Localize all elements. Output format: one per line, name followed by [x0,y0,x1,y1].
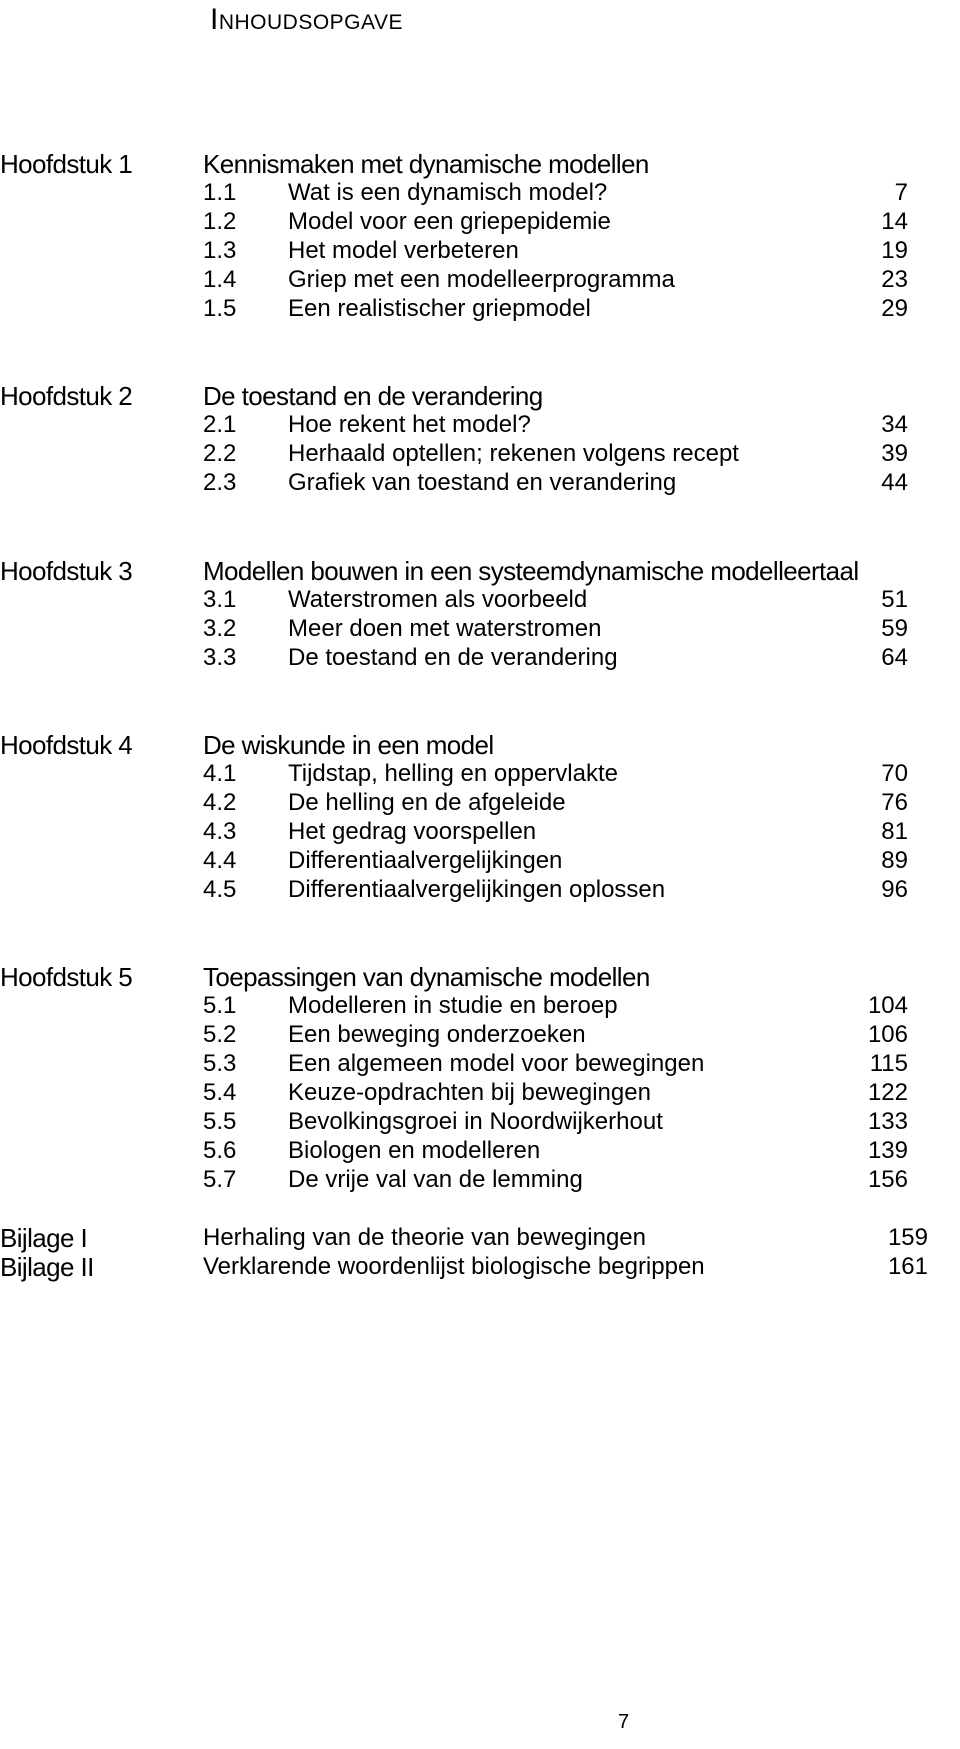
section-number: 5.5 [203,1108,237,1135]
toc-entry [0,438,960,470]
section-number: 4.4 [203,847,237,874]
chapter-title: Kennismaken met dynamische modellen [203,149,649,179]
section-title: Grafiek van toestand en verandering [288,469,677,496]
section-page: 39 [881,440,908,467]
section-number: 2.2 [203,440,237,467]
section-title: Het model verbeteren [288,237,519,264]
toc-entry [0,613,960,645]
chapter-label: Hoofdstuk 1 [0,149,133,179]
section-title: Waterstromen als voorbeeld [288,586,588,613]
section-number: 5.1 [203,992,237,1019]
toc-entry [0,177,960,209]
section-title: Keuze-opdrachten bij bewegingen [288,1079,651,1106]
appendix-entry [0,1251,960,1283]
toc-entry [0,264,960,296]
toc-entry [0,1077,960,1109]
appendix-title: Verklarende woordenlijst biologische begrippen [203,1253,705,1280]
section-page: 70 [881,760,908,787]
section-page: 156 [867,1166,908,1193]
section-number: 2.1 [203,411,237,438]
section-title: Bevolkingsgroei in Noordwijkerhout [288,1108,663,1135]
section-title: Griep met een modelleerprogramma [288,266,675,293]
section-number: 1.4 [203,266,237,293]
toc-entry [0,1135,960,1167]
toc-entry [0,1106,960,1138]
section-page: 64 [881,644,908,671]
section-number: 5.3 [203,1050,237,1077]
section-number: 1.5 [203,295,237,322]
section-title: Tijdstap, helling en oppervlakte [288,760,618,787]
section-title: Wat is een dynamisch model? [288,179,608,206]
section-number: 5.6 [203,1137,237,1164]
section-page: 139 [867,1137,908,1164]
chapter-label: Hoofdstuk 5 [0,962,133,992]
section-page: 14 [881,208,908,235]
toc-entry [0,845,960,877]
chapter-title: Toepassingen van dynamische modellen [203,962,650,992]
section-number: 3.1 [203,586,237,613]
section-number: 4.3 [203,818,237,845]
toc-entry [0,990,960,1022]
section-page: 89 [881,847,908,874]
section-page: 51 [881,586,908,613]
section-title: Een realistischer griepmodel [288,295,591,322]
toc-entry [0,787,960,819]
section-page: 59 [881,615,908,642]
section-number: 4.5 [203,876,237,903]
chapter-title: De wiskunde in een model [203,730,494,760]
toc-entry [0,758,960,790]
appendix-title: Herhaling van de theorie van bewegingen [203,1224,646,1251]
chapter-title: Modellen bouwen in een systeemdynamische modelleertaal [203,556,859,586]
toc-entry [0,642,960,674]
section-page: 133 [867,1108,908,1135]
section-title: Herhaald optellen; rekenen volgens recept [288,440,739,467]
appendix-entry [0,1222,960,1254]
appendix-label: Bijlage II [0,1252,94,1282]
section-number: 1.3 [203,237,237,264]
section-page: 104 [867,992,908,1019]
section-page: 7 [894,179,908,206]
section-title: De helling en de afgeleide [288,789,566,816]
appendix-page: 159 [887,1224,928,1251]
appendix-label: Bijlage I [0,1223,88,1253]
chapter-title: De toestand en de verandering [203,381,543,411]
toc-entry [0,1048,960,1080]
toc-entry [0,467,960,499]
chapter-label: Hoofdstuk 3 [0,556,133,586]
toc-entry [0,293,960,325]
section-page: 76 [881,789,908,816]
section-page: 19 [881,237,908,264]
toc-entry [0,235,960,267]
section-number: 5.2 [203,1021,237,1048]
toc-entry [0,206,960,238]
appendix-page: 161 [887,1253,928,1280]
section-title: Hoe rekent het model? [288,411,531,438]
section-title: Model voor een griepepidemie [288,208,611,235]
section-title: Differentiaalvergelijkingen oplossen [288,876,666,903]
section-number: 5.4 [203,1079,237,1106]
section-number: 1.2 [203,208,237,235]
section-title: Biologen en modelleren [288,1137,541,1164]
section-page: 96 [881,876,908,903]
section-title: Een beweging onderzoeken [288,1021,586,1048]
section-number: 4.2 [203,789,237,816]
section-page: 29 [881,295,908,322]
section-title: Modelleren in studie en beroep [288,992,618,1019]
page-title: Inhoudsopgave [210,3,403,36]
section-page: 122 [867,1079,908,1106]
section-number: 3.3 [203,644,237,671]
chapter-label: Hoofdstuk 2 [0,381,133,411]
section-number: 5.7 [203,1166,237,1193]
section-title: Differentiaalvergelijkingen [288,847,563,874]
toc-entry [0,1019,960,1051]
section-title: Het gedrag voorspellen [288,818,537,845]
toc-entry [0,1164,960,1196]
section-number: 2.3 [203,469,237,496]
section-number: 1.1 [203,179,237,206]
section-page: 115 [869,1050,908,1077]
page-number: 7 [618,1711,630,1733]
toc-entry [0,409,960,441]
toc-entry [0,584,960,616]
section-title: De vrije val van de lemming [288,1166,583,1193]
section-page: 23 [881,266,908,293]
chapter-label: Hoofdstuk 4 [0,730,133,760]
section-page: 44 [881,469,908,496]
section-title: Een algemeen model voor bewegingen [288,1050,705,1077]
section-number: 4.1 [203,760,237,787]
section-page: 106 [867,1021,908,1048]
section-page: 81 [881,818,908,845]
section-page: 34 [881,411,908,438]
toc-entry [0,874,960,906]
section-title: Meer doen met waterstromen [288,615,602,642]
section-number: 3.2 [203,615,237,642]
section-title: De toestand en de verandering [288,644,618,671]
toc-entry [0,816,960,848]
